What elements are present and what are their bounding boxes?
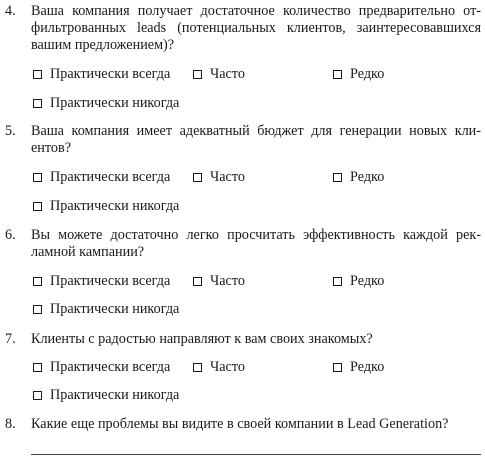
question-text-line: Ваша компания имеет адекватный бюджет для генерации новых кли- xyxy=(31,123,481,139)
question-text-line: фильтрованных leads (потенциальных клиентов, заинтересовавшихся xyxy=(31,20,481,36)
option-label: Редко xyxy=(350,359,385,375)
option-label: Практически никогда xyxy=(50,387,180,403)
question-text xyxy=(31,123,481,157)
checkbox[interactable] xyxy=(333,363,342,372)
checkbox[interactable] xyxy=(193,70,202,79)
option-often[interactable] xyxy=(193,273,245,290)
question-text xyxy=(31,416,481,433)
checkbox[interactable] xyxy=(33,305,42,314)
checkbox[interactable] xyxy=(193,277,202,286)
option-label: Практически всегда xyxy=(50,273,171,289)
question-number: 8. xyxy=(5,416,16,432)
question-text xyxy=(31,227,481,261)
question-text-line: Клиенты с радостью направляют к вам своих знакомых? xyxy=(31,331,373,347)
question-number: 6. xyxy=(5,227,16,243)
option-label: Часто xyxy=(210,273,245,289)
checkbox[interactable] xyxy=(333,173,342,182)
option-almost-never[interactable] xyxy=(33,301,179,318)
question-number: 4. xyxy=(5,3,16,19)
option-almost-always[interactable] xyxy=(33,169,170,186)
checkbox[interactable] xyxy=(333,277,342,286)
option-almost-never[interactable] xyxy=(33,198,179,215)
checkbox[interactable] xyxy=(33,277,42,286)
question-number: 7. xyxy=(5,331,16,347)
option-label: Часто xyxy=(210,359,245,375)
option-almost-always[interactable] xyxy=(33,273,170,290)
option-rarely[interactable] xyxy=(333,273,384,290)
option-almost-never[interactable] xyxy=(33,95,179,112)
checkbox[interactable] xyxy=(33,202,42,211)
option-rarely[interactable] xyxy=(333,359,384,376)
option-often[interactable] xyxy=(193,66,245,83)
checkbox[interactable] xyxy=(33,99,42,108)
checkbox[interactable] xyxy=(193,363,202,372)
option-label: Практически всегда xyxy=(50,359,171,375)
checkbox[interactable] xyxy=(193,173,202,182)
option-rarely[interactable] xyxy=(333,169,384,186)
option-label: Практически никогда xyxy=(50,301,180,317)
option-almost-never[interactable] xyxy=(33,387,179,404)
option-often[interactable] xyxy=(193,169,245,186)
checkbox[interactable] xyxy=(33,391,42,400)
option-label: Редко xyxy=(350,273,385,289)
option-label: Редко xyxy=(350,169,385,185)
checkbox[interactable] xyxy=(33,70,42,79)
option-label: Практически никогда xyxy=(50,95,180,111)
option-label: Редко xyxy=(350,66,385,82)
checkbox[interactable] xyxy=(33,363,42,372)
question-number: 5. xyxy=(5,123,16,139)
checkbox[interactable] xyxy=(333,70,342,79)
option-rarely[interactable] xyxy=(333,66,384,83)
option-label: Практически всегда xyxy=(50,169,171,185)
question-text-line: ламной кампании? xyxy=(31,244,145,260)
question-text-line: Ваша компания получает достаточное количество предварительно от- xyxy=(31,3,481,19)
option-label: Часто xyxy=(210,169,245,185)
option-label: Часто xyxy=(210,66,245,82)
option-almost-always[interactable] xyxy=(33,359,170,376)
answer-line[interactable] xyxy=(31,454,481,455)
question-text-line: вашим предложением)? xyxy=(31,37,175,53)
question-text xyxy=(31,3,481,54)
option-label: Практически всегда xyxy=(50,66,171,82)
option-almost-always[interactable] xyxy=(33,66,170,83)
question-text-line: Какие еще проблемы вы видите в своей компании в Lead Generation? xyxy=(31,416,449,432)
option-often[interactable] xyxy=(193,359,245,376)
option-label: Практически никогда xyxy=(50,198,180,214)
question-text-line: Вы можете достаточно легко просчитать эффективность каждой рек- xyxy=(31,227,481,243)
checkbox[interactable] xyxy=(33,173,42,182)
question-text-line: ентов? xyxy=(31,140,71,156)
question-text xyxy=(31,331,481,348)
